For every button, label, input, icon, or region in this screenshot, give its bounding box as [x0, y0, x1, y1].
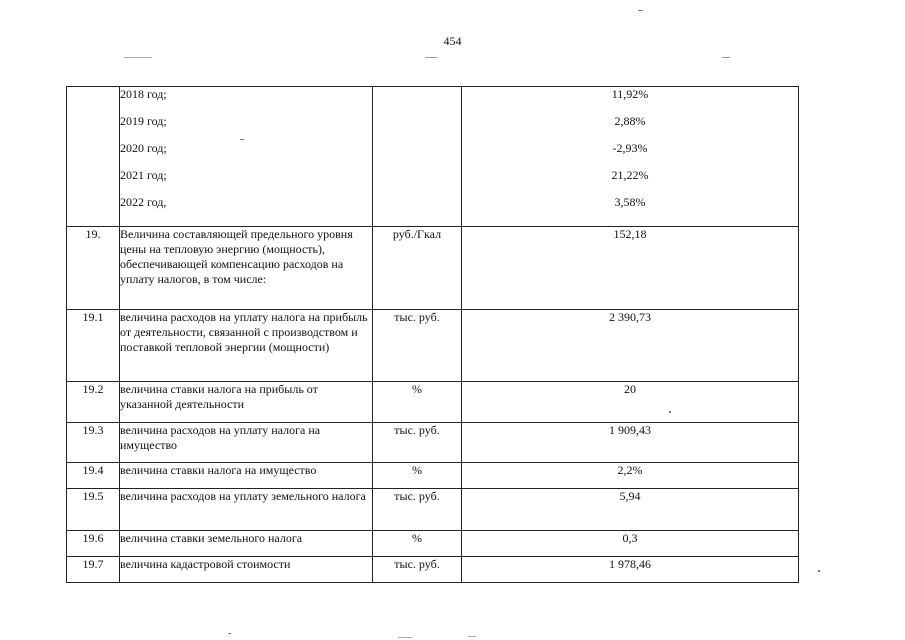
- row-number: 19.3: [67, 423, 120, 463]
- scan-speck: [722, 57, 730, 58]
- row-number-cell: [67, 87, 120, 227]
- row-description: величина ставки налога на имущество: [120, 463, 373, 489]
- year-value: 2,88%: [614, 114, 646, 128]
- row-description: величина расходов на уплату налога на имущество: [120, 423, 373, 463]
- row-number: 19.2: [67, 382, 120, 423]
- row-number: 19.6: [67, 531, 120, 557]
- row-number: 19.4: [67, 463, 120, 489]
- table-row: [67, 227, 799, 310]
- year-label: 2022 год,: [120, 195, 167, 209]
- table-row: [67, 531, 799, 557]
- row-description: Величина составляющей предельного уровня цены на тепловую энергию (мощность), обеспечивающей компенсацию расходов на уплату налогов, в том числе:: [120, 227, 373, 310]
- year-value: 21,22%: [611, 168, 649, 182]
- scan-speck: [818, 570, 820, 572]
- table-row: [67, 310, 799, 382]
- scan-speck: [398, 637, 412, 638]
- row-value: 20: [462, 382, 799, 423]
- row-unit: руб./Гкал: [373, 227, 462, 310]
- year-value: -2,93%: [612, 141, 648, 155]
- row-number: 19.7: [67, 557, 120, 583]
- year-value: 3,58%: [614, 195, 646, 209]
- row-unit: тыс. руб.: [373, 423, 462, 463]
- row-value: 2,2%: [462, 463, 799, 489]
- row-number: 19.5: [67, 489, 120, 531]
- table-row-years: [67, 87, 799, 227]
- scan-speck: [228, 633, 231, 634]
- row-value: 0,3: [462, 531, 799, 557]
- year-label: 2018 год;: [120, 87, 167, 101]
- year-values-cell: [462, 87, 799, 227]
- row-value: 152,18: [462, 227, 799, 310]
- scan-speck: [124, 57, 152, 58]
- row-number: 19.: [67, 227, 120, 310]
- tax-table: [66, 86, 799, 583]
- year-label: 2019 год;: [120, 114, 167, 128]
- row-description: величина кадастровой стоимости: [120, 557, 373, 583]
- year-value: 11,92%: [611, 87, 649, 101]
- row-unit: тыс. руб.: [373, 557, 462, 583]
- year-label: 2021 год;: [120, 168, 167, 182]
- row-unit: тыс. руб.: [373, 489, 462, 531]
- table-row: [67, 382, 799, 423]
- row-number: 19.1: [67, 310, 120, 382]
- row-unit: %: [373, 463, 462, 489]
- row-unit: %: [373, 531, 462, 557]
- page-number: 454: [443, 34, 462, 48]
- year-label: 2020 год;: [120, 141, 167, 155]
- row-description: величина ставки земельного налога: [120, 531, 373, 557]
- row-description: величина расходов на уплату налога на прибыль от деятельности, связанной с производством и поставкой тепловой энергии (мощности): [120, 310, 373, 382]
- row-value: 5,94: [462, 489, 799, 531]
- row-unit: тыс. руб.: [373, 310, 462, 382]
- unit-cell: [373, 87, 462, 227]
- scan-speck: [425, 57, 437, 58]
- scan-speck: [468, 636, 476, 637]
- table-row: [67, 489, 799, 531]
- row-value: 1 909,43: [462, 423, 799, 463]
- years-cell: [120, 87, 373, 227]
- row-value: 1 978,46: [462, 557, 799, 583]
- table-row: [67, 423, 799, 463]
- table-row: [67, 463, 799, 489]
- row-description: величина расходов на уплату земельного налога: [120, 489, 373, 531]
- table-row: [67, 557, 799, 583]
- scan-speck: [638, 10, 643, 11]
- row-unit: %: [373, 382, 462, 423]
- row-description: величина ставки налога на прибыль от указанной деятельности: [120, 382, 373, 423]
- row-value: 2 390,73: [462, 310, 799, 382]
